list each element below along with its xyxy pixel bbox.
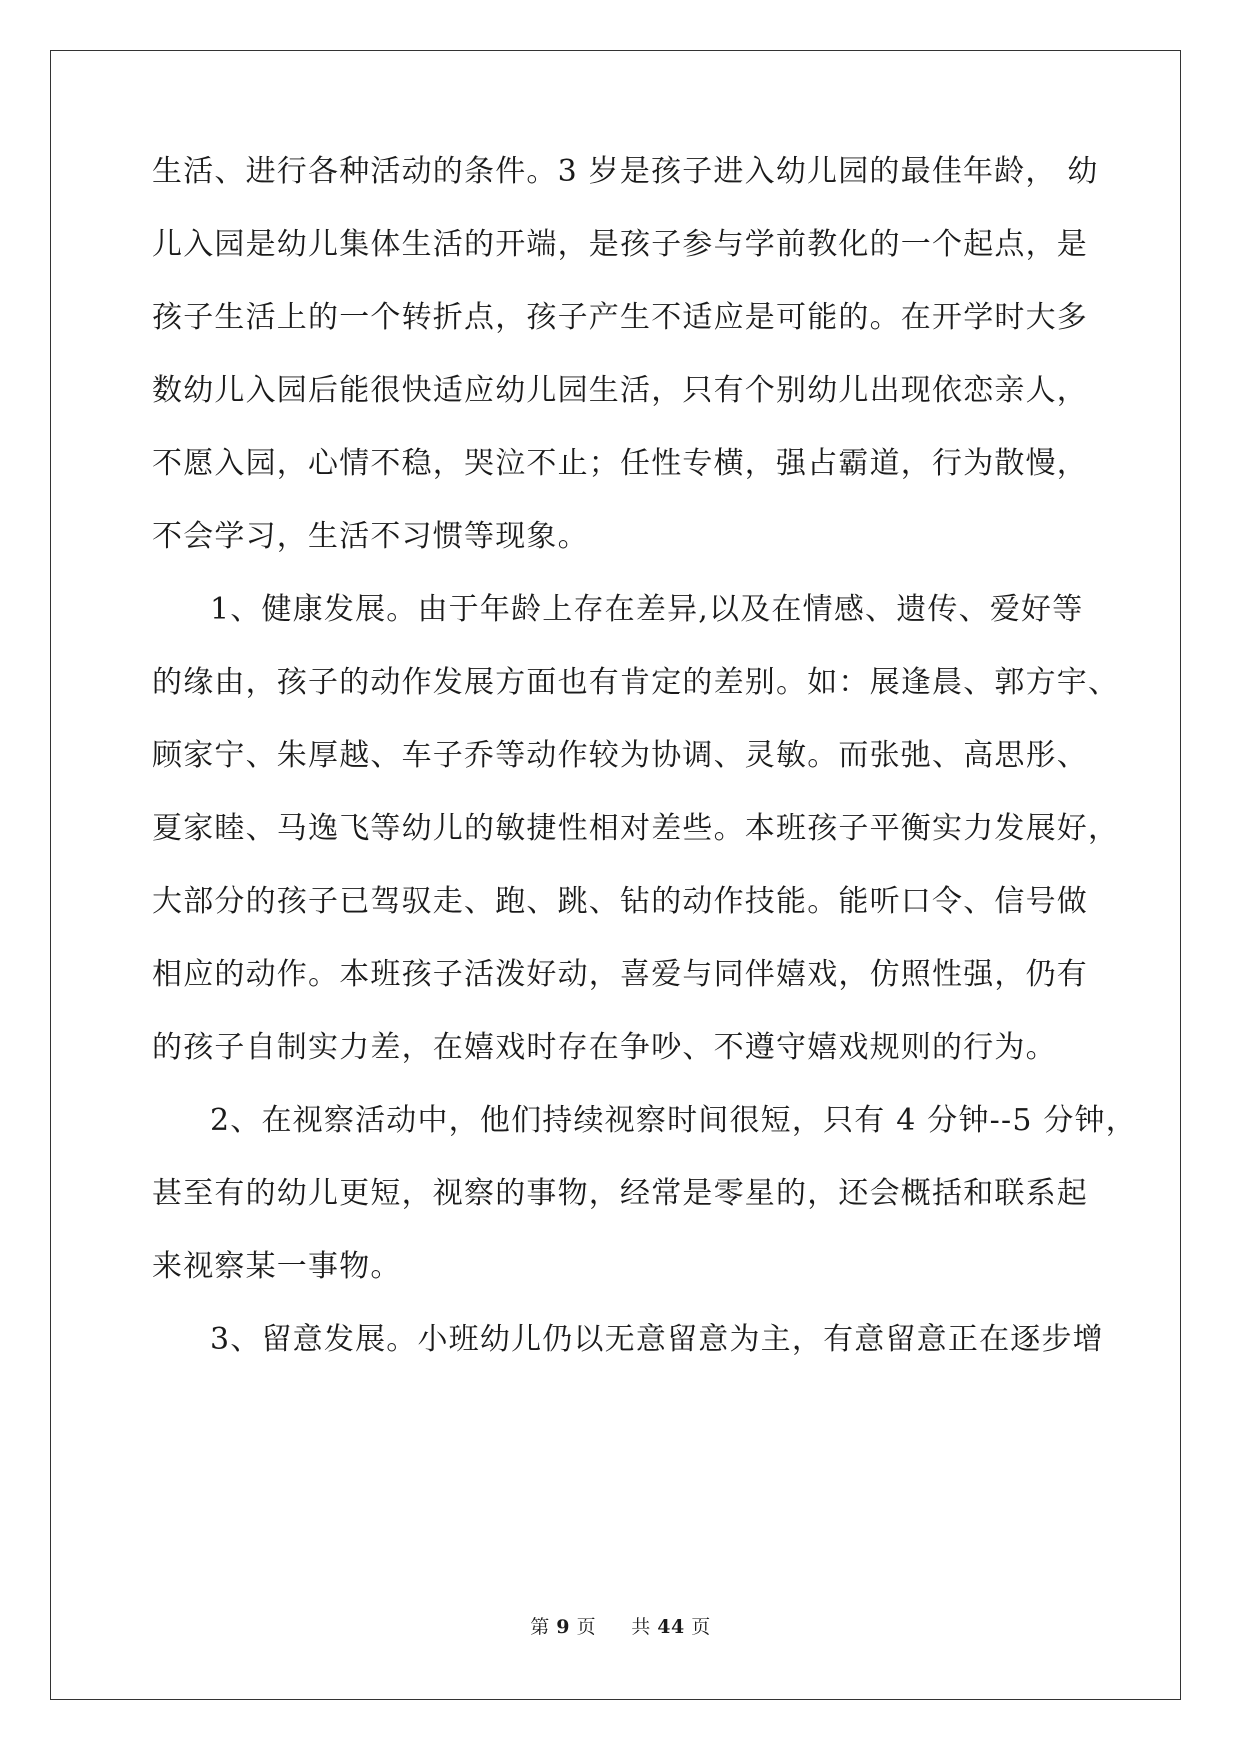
text-line: 大部分的孩子已驾驭走、跑、跳、钻的动作技能。能听口令、信号做 bbox=[152, 884, 1088, 919]
text-line: 相应的动作。本班孩子活泼好动，喜爱与同伴嬉戏，仿照性强，仍有 bbox=[152, 957, 1088, 992]
text-line: 3、留意发展。小班幼儿仍以无意留意为主，有意留意正在逐步增 bbox=[210, 1322, 1104, 1357]
page-suffix: 页 bbox=[576, 1616, 597, 1638]
text-line: 孩子生活上的一个转折点，孩子产生不适应是可能的。在开学时大多 bbox=[152, 300, 1088, 335]
text-line: 不愿入园，心情不稳，哭泣不止；任性专横，强占霸道，行为散慢， bbox=[152, 446, 1088, 481]
text-line: 的缘由，孩子的动作发展方面也有肯定的差别。如：展逢晨、郭方宇、 bbox=[152, 665, 1120, 700]
text-line: 顾家宁、朱厚越、车子乔等动作较为协调、灵敏。而张弛、高思彤、 bbox=[152, 738, 1088, 773]
page-prefix: 第 bbox=[530, 1616, 550, 1638]
total-prefix: 共 bbox=[631, 1616, 651, 1638]
total-suffix: 页 bbox=[691, 1616, 711, 1638]
text-line: 儿入园是幼儿集体生活的开端，是孩子参与学前教化的一个起点，是 bbox=[152, 227, 1088, 262]
text-line: 1、健康发展。由于年龄上存在差异,以及在情感、遗传、爱好等 bbox=[210, 592, 1084, 627]
page-total: 44 bbox=[657, 1616, 685, 1638]
text-line: 数幼儿入园后能很快适应幼儿园生活，只有个别幼儿出现依恋亲人， bbox=[152, 373, 1088, 408]
text-line: 甚至有的幼儿更短，视察的事物，经常是零星的，还会概括和联系起 bbox=[152, 1176, 1088, 1211]
text-line: 不会学习，生活不习惯等现象。 bbox=[152, 519, 589, 554]
page-current: 9 bbox=[556, 1616, 571, 1638]
text-line: 夏家睦、马逸飞等幼儿的敏捷性相对差些。本班孩子平衡实力发展好， bbox=[152, 811, 1120, 846]
text-line: 来视察某一事物。 bbox=[152, 1249, 402, 1284]
text-line: 2、在视察活动中，他们持续视察时间很短，只有 4 分钟--5 分钟， bbox=[210, 1103, 1137, 1138]
text-line: 生活、进行各种活动的条件。3 岁是孩子进入幼儿园的最佳年龄， 幼 bbox=[152, 154, 1099, 189]
page-footer bbox=[0, 1612, 1241, 1639]
text-line: 的孩子自制实力差，在嬉戏时存在争吵、不遵守嬉戏规则的行为。 bbox=[152, 1030, 1057, 1065]
